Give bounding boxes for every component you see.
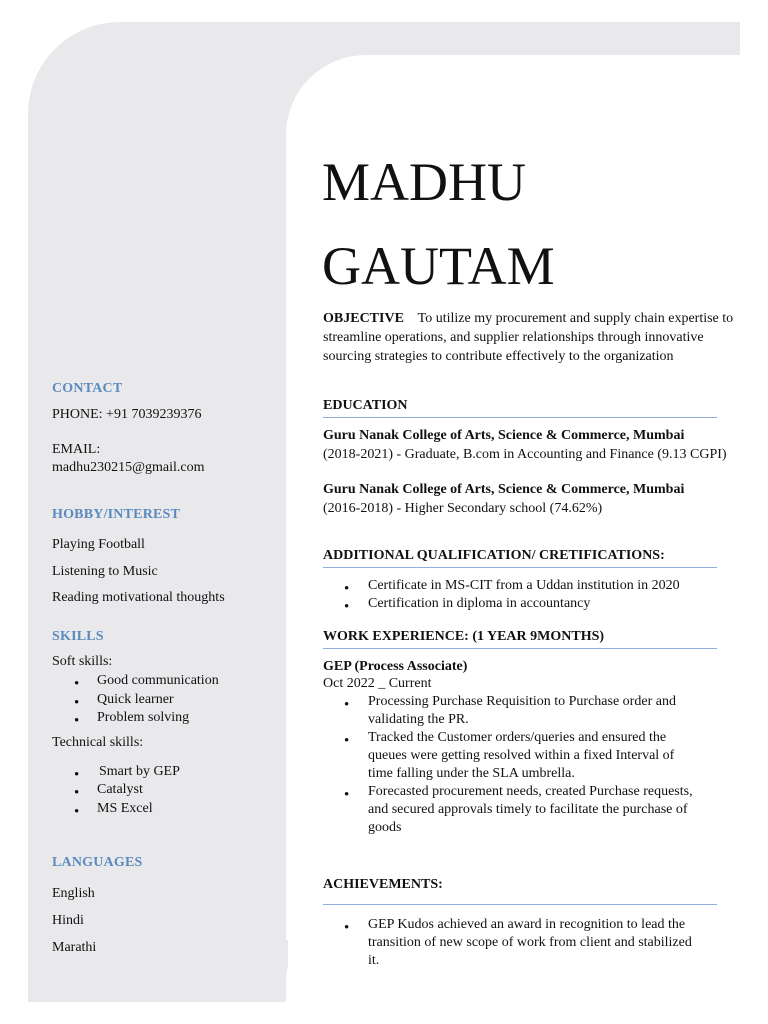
achievements-rule bbox=[323, 904, 717, 905]
certifications-section bbox=[323, 546, 741, 613]
education-section bbox=[323, 396, 741, 518]
experience-dates: Oct 2022 _ Current bbox=[323, 676, 432, 691]
education-detail: (2018-2021) - Graduate, B.com in Accounting and Finance (9.13 CGPI) bbox=[323, 447, 727, 462]
contact-email: madhu230215@gmail.com bbox=[52, 460, 205, 475]
language-item: Marathi bbox=[52, 940, 97, 955]
certification-item: • Certification in diploma in accountancy bbox=[323, 595, 741, 613]
experience-list bbox=[323, 693, 699, 837]
language-item: English bbox=[52, 886, 95, 901]
contact-phone: PHONE: +91 7039239376 bbox=[52, 407, 202, 422]
experience-item: • Forecasted procurement needs, created Purchase requests, and secured approvals timely to facilitate the purchase of goods bbox=[323, 783, 699, 837]
technical-skills-label: Technical skills: bbox=[52, 734, 144, 750]
technical-skill-item: • Smart by GEP bbox=[52, 763, 282, 782]
contact-heading: CONTACT bbox=[52, 381, 123, 396]
last-name: GAUTAM bbox=[322, 236, 555, 296]
achievements-list bbox=[323, 916, 699, 970]
contact-section bbox=[52, 380, 282, 477]
soft-skill-item: • Problem solving bbox=[52, 709, 282, 728]
hobby-section bbox=[52, 506, 282, 612]
languages-list bbox=[52, 880, 282, 961]
soft-skill-item: • Good communication bbox=[52, 672, 282, 691]
hobby-item: Listening to Music bbox=[52, 563, 158, 579]
experience-section bbox=[323, 627, 741, 837]
achievements-heading: ACHIEVEMENTS: bbox=[323, 877, 443, 892]
education-heading: EDUCATION bbox=[323, 396, 717, 418]
objective-section bbox=[323, 309, 741, 366]
objective-text: To utilize my procurement and supply chain expertise to streamline operations, and supplier relationships through innovative sourcing strategies to contribute effectively to the organization bbox=[323, 311, 734, 364]
experience-item: • Tracked the Customer orders/queries and ensured the queues were getting resolved within a fixed Interval of time falling under the SLA umbrella. bbox=[323, 729, 699, 783]
soft-skill-item: • Quick learner bbox=[52, 691, 282, 710]
hobby-heading: HOBBY/INTEREST bbox=[52, 507, 181, 522]
objective-label: OBJECTIVE bbox=[323, 311, 404, 326]
candidate-name bbox=[322, 140, 555, 308]
page-margin-bottom bbox=[286, 1002, 768, 1024]
first-name: MADHU bbox=[322, 152, 527, 212]
hobby-item: Playing Football bbox=[52, 537, 145, 552]
experience-item: • Processing Purchase Requisition to Purchase order and validating the PR. bbox=[323, 693, 699, 729]
education-detail: (2016-2018) - Higher Secondary school (74.62%) bbox=[323, 501, 603, 516]
languages-heading: LANGUAGES bbox=[52, 855, 143, 870]
skills-section bbox=[52, 628, 282, 818]
technical-skill-item: • MS Excel bbox=[52, 800, 282, 819]
hobby-list bbox=[52, 532, 282, 612]
certification-item: • Certificate in MS-CIT from a Uddan institution in 2020 bbox=[323, 577, 741, 595]
experience-role-title: GEP (Process Associate) bbox=[323, 659, 468, 674]
technical-skills-list bbox=[52, 763, 282, 819]
page-margin-right bbox=[740, 0, 768, 1024]
education-entry bbox=[323, 426, 741, 464]
contact-email-label: EMAIL: bbox=[52, 442, 101, 457]
certifications-heading: ADDITIONAL QUALIFICATION/ CRETIFICATIONS: bbox=[323, 546, 717, 568]
technical-skill-item: • Catalyst bbox=[52, 781, 282, 800]
soft-skills-list bbox=[52, 672, 282, 728]
achievements-section bbox=[323, 875, 741, 970]
soft-skills-label: Soft skills: bbox=[52, 654, 113, 669]
education-entry bbox=[323, 480, 741, 518]
experience-heading: WORK EXPERIENCE: (1 YEAR 9MONTHS) bbox=[323, 627, 717, 649]
language-item: Hindi bbox=[52, 913, 84, 928]
education-school: Guru Nanak College of Arts, Science & Commerce, Mumbai bbox=[323, 482, 685, 497]
hobby-item: Reading motivational thoughts bbox=[52, 590, 225, 605]
achievement-item: • GEP Kudos achieved an award in recognition to lead the transition of new scope of work from client and stabilized it. bbox=[323, 916, 699, 970]
certifications-list bbox=[323, 577, 741, 613]
languages-section bbox=[52, 854, 282, 961]
skills-heading: SKILLS bbox=[52, 629, 104, 644]
education-school: Guru Nanak College of Arts, Science & Commerce, Mumbai bbox=[323, 428, 685, 443]
